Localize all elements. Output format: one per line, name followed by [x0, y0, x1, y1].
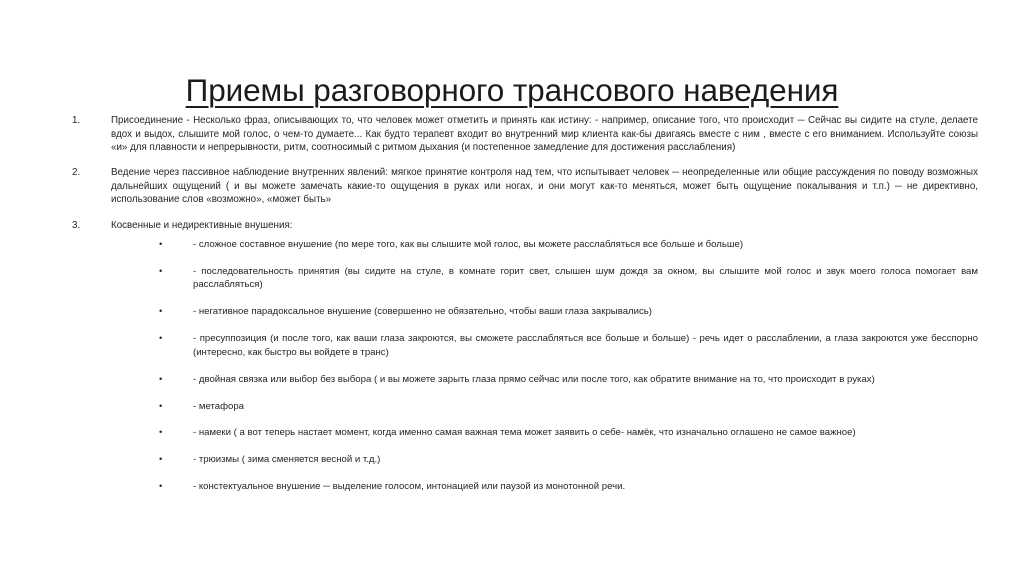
list-item: [111, 453, 978, 466]
list-item-text: - пресуппозиция (и после того, как ваши глаза закроются, вы сможете расслабляться все больше и больше) - речь идет о расслаблении, а глаза закроются уже бесспорно (интересно, как быстро вы войдете в транс): [193, 333, 978, 358]
list-item-text: Присоединение - Несколько фраз, описывающих то, что человек может отметить и принять как истину: - например, описание того, что происходит ─ Сейчас вы сидите на стуле, делаете вдох и выдох, слышите мой голос, о чем-то думаете... Как будто терапевт входит во внутренний мир клиента как-бы двигаясь вместе с ним , вместе с его вниманием. Используйте союзы «и» для плавности и непрерывности, ритм, соотносимый с ритмом дыхания (и постепенное замедление для достижения расслабления): [111, 115, 978, 154]
list-item-text: - трюизмы ( зима сменяется весной и т.д.): [193, 454, 381, 466]
list-item: [111, 305, 978, 318]
list-item-text: - последовательность принятия (вы сидите на стуле, в комнате горит свет, слышен шум дождя за окном, вы слышите мой голос и звук моего голоса помогает вам расслабляться): [193, 266, 978, 291]
bullet-icon: •: [159, 266, 163, 278]
list-marker: 1.: [72, 115, 81, 126]
list-item: [111, 265, 978, 292]
list-item: [111, 332, 978, 359]
list-marker: 3.: [72, 219, 81, 231]
slide-body: [66, 114, 978, 505]
list-item: [66, 219, 978, 494]
bullet-icon: •: [159, 481, 163, 493]
bullet-icon: •: [159, 239, 163, 251]
bullet-icon: •: [159, 306, 163, 318]
list-item-text: Косвенные и недирективные внушения:: [111, 219, 293, 231]
list-item: [66, 166, 978, 207]
list-item-text: Ведение через пассивное наблюдение внутренних явлений: мягкое принятие контроля над тем, что испытывает человек ─ неопределенные или общие рассуждения по поводу возможных дальнейших ощущений ( и вы можете замечать какие-то ощущения в руках или ногах, и они могут как-то меняться, может быть ощущение покалывания и т.п.) ─ не директивно, использование слов «возможно», «может быть»: [111, 167, 978, 206]
bullet-icon: •: [159, 333, 163, 345]
list-item: [111, 373, 978, 386]
list-item: [66, 114, 978, 155]
list-item-text: - метафора: [193, 400, 244, 412]
list-item-text: - намеки ( а вот теперь настает момент, когда именно самая важная тема может заявить о себе- намёк, что изначально оглашено не самое важное): [193, 427, 856, 439]
bullet-icon: •: [159, 427, 163, 439]
list-item-text: - негативное парадоксальное внушение (совершенно не обязательно, чтобы ваши глаза закрывались): [193, 306, 652, 318]
page-title: Приемы разговорного трансового наведения: [185, 72, 839, 109]
bullet-icon: •: [159, 373, 163, 385]
list-item: [111, 426, 978, 439]
list-item-text: - двойная связка или выбор без выбора ( и вы можете зарыть глаза прямо сейчас или после того, как обратите внимание на то, что происходит в руках): [193, 373, 875, 385]
numbered-list: [66, 114, 978, 494]
bullet-icon: •: [159, 400, 163, 412]
list-marker: 2.: [72, 167, 81, 179]
list-item-text: - констектуальное внушение ─ выделение голосом, интонацией или паузой из монотонной речи.: [193, 481, 626, 493]
list-item: [111, 400, 978, 413]
list-item-text: - сложное составное внушение (по мере того, как вы слышите мой голос, вы можете расслабляться все больше и больше): [193, 239, 744, 251]
bullet-icon: •: [159, 454, 163, 466]
bullet-list: [111, 238, 978, 493]
list-item: [111, 480, 978, 493]
list-item: [111, 238, 978, 251]
